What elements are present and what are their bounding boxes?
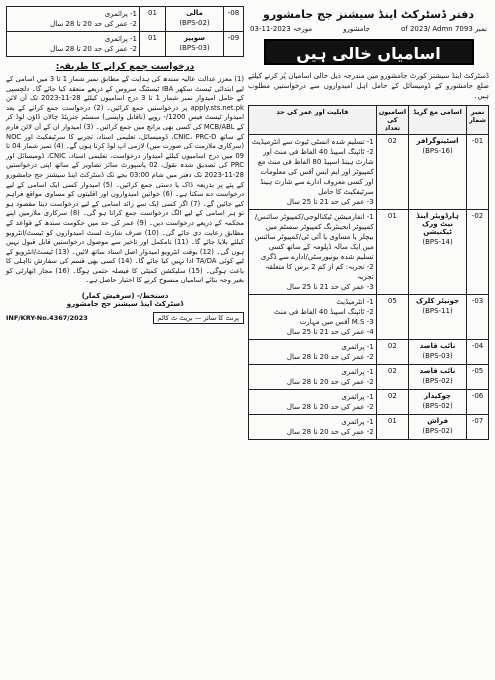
post-qualification: [249, 135, 377, 210]
post-name: فراش: [427, 417, 449, 425]
signature-block: [6, 292, 244, 308]
post-name: سویپر: [183, 34, 206, 42]
posts-table-header-row: [249, 106, 489, 135]
qualification-line: 1- پرائمری: [341, 343, 374, 351]
instructions-title: درخواست جمع کرانے کا طریقہ:: [55, 62, 195, 72]
post-row: [7, 32, 244, 57]
qualification-line: 1- پرائمری: [341, 418, 374, 426]
post-row: [7, 7, 244, 32]
post-number: 06-: [467, 390, 489, 415]
qualification-line: 1- پرائمری: [341, 393, 374, 401]
qualification-line: 2- عمر کی حد 20 تا 28 سال: [50, 45, 137, 53]
post-scale: (BPS-02): [422, 377, 453, 385]
post-qualification: [249, 210, 377, 295]
post-qualification: [249, 390, 377, 415]
post-qualification: [7, 7, 140, 32]
date-value: 03-11-2023: [250, 25, 291, 33]
post-name-cell: [409, 340, 467, 365]
post-name: ہارڈویئر اینڈ نیٹ ورک ٹیکنیشن: [416, 212, 459, 236]
post-number: 05-: [467, 365, 489, 390]
post-name: اسٹینوگرافر: [416, 137, 459, 145]
post-number: 04-: [467, 340, 489, 365]
reference-number: نمبر 7093 of 2023/ Admn: [401, 25, 487, 33]
post-name: مالی: [186, 9, 203, 17]
post-count: 02: [376, 390, 408, 415]
right-column: [248, 6, 489, 674]
post-number: 02-: [467, 210, 489, 295]
reference-line: [250, 25, 487, 33]
reference-place: جامشورو: [343, 25, 370, 33]
office-title: دفتر ڈسٹرکٹ اینڈ سیشنز جج جامشورو: [263, 8, 474, 21]
post-row: [249, 210, 489, 295]
post-count: 05: [376, 295, 408, 340]
qualification-line: 2- عمر کی حد 20 تا 28 سال: [286, 378, 374, 386]
post-count: 01: [140, 32, 166, 57]
post-count: 02: [376, 365, 408, 390]
post-row: [249, 340, 489, 365]
signature-line-2: ڈسٹرکٹ اینڈ سیشنز جج جامشورو: [66, 300, 184, 309]
post-number: 07-: [467, 415, 489, 440]
post-count: 01: [140, 7, 166, 32]
qualification-line: 3- عمر کی حد 21 تا 25 سال: [286, 198, 374, 206]
post-row: [249, 135, 489, 210]
qualification-line: 2- ٹائپنگ اسپیڈ 40 الفاظ فی منٹ اور شارٹ ہینڈ اسپیڈ 80 الفاظ فی منٹ مع کمپیوٹر اور ایم ایس آفس کی معلومات اور کسی معروف ادارے سے شارٹ ہینڈ سرٹیفکیٹ کا حامل: [257, 148, 374, 196]
post-row: [249, 295, 489, 340]
qualification-line: 1- تسلیم شدہ انسٹی ٹیوٹ سے انٹرمیڈیٹ: [251, 138, 374, 146]
post-scale: (BPS-02): [422, 427, 453, 435]
header-count: اسامیوں کی تعداد: [376, 106, 408, 135]
qualification-line: 2- ٹائپنگ اسپیڈ 40 الفاظ فی منٹ: [274, 308, 374, 316]
left-column: [6, 6, 244, 674]
post-name-cell: [409, 295, 467, 340]
vacancies-banner: اسامیاں خالی ہیں: [264, 39, 474, 65]
qualification-line: 2- عمر کی حد 20 تا 28 سال: [286, 403, 374, 411]
post-name-cell: [409, 135, 467, 210]
qualification-line: 2- عمر کی حد 20 تا 28 سال: [286, 428, 374, 436]
post-scale: (BPS-03): [422, 352, 453, 360]
post-name: جونیئر کلرک: [416, 297, 460, 305]
post-scale: (BPS-02): [179, 19, 210, 27]
inf-number: INF/KRY-No.4367/2023: [6, 314, 88, 323]
instructions-text: (1) معزز عدالت عالیہ سندھ کی ہدایت کے مطابق نمبر شمار 1 تا 3 میں اسامی کے لیے ابتدائی ٹیسٹ سکھر IBA ٹیسٹنگ سروس کے ذریعے منعقد کیا جائے گا۔ دلچسپی کے حامل امیدوار نمبر شمار 1 تا 3 درج اسامیوں کیلئے 28-11-2023 تک آن لائن apply.sts.net.pk پر درخواستیں جمع کرائیں۔ (2) درخواست جمع کرانے کے بعد امیدوار ٹیسٹ فیس 1200/- روپے (ناقابل واپسی) سسٹم جنریٹڈ چالان ڈاؤن لوڈ کر کے MCB/ABL کی کسی بھی برانچ میں جمع کرائیں۔ (3) امیدوار ان کے آن لائن فارم کے ساتھ CNIC، PRC-D، ڈومیسائل، تعلیمی اسناد، تجربے کا سرٹیفکیٹ اور NOC (سرکاری ملازمت کی صورت میں) لازمی اپ لوڈ کرنا ہوں گے۔ (4) نمبر شمار 04 تا 09 میں درج اسامیوں کیلئے امیدوار درخواست، تعلیمی اسناد، CNIC، ڈومیسائل اور PRC کی تصدیق شدہ نقول، 02 پاسپورٹ سائز تصاویر کے ساتھ اپنی درخواستیں 28-11-2023 تک دفتر میں شام 03:00 بجے تک ڈسٹرکٹ اینڈ سیشنز جج جامشورو کے پتے پر بذریعہ ڈاک یا دستی جمع کرائیں۔ (5) امیدوار کسی ایک اسامی کے لیے درخواست دے سکتا ہے۔ (6) خواتین امیدواروں اور اقلیتوں کو مساوی مواقع فراہم کیے جائیں گے۔ (7) اگر کسی ایک سے زائد اسامی کے لیے درخواست دینا مقصود ہو تو ہر اسامی کے لیے الگ درخواست جمع کرانا ہو گی۔ (8) سرکاری ملازمین اپنے محکمہ کے ذریعے درخواست دیں۔ (9) عمر کی حد میں حکومت سندھ کے قواعد کے مطابق رعایت دی جائے گی۔ (10) صرف شارٹ لسٹ امیدواروں کو ٹیسٹ/انٹرویو کیلئے بلایا جائے گا۔ (11) نامکمل اور تاخیر سے موصول درخواستیں قابل قبول نہیں ہوں گی۔ (12) بوقت انٹرویو امیدوار اصل اسناد ساتھ لائیں۔ (13) ٹیسٹ/انٹرویو کے لیے کوئی TA/DA ادا نہیں کیا جائے گا۔ (14) کسی بھی قسم کی سفارش نااہلی کا باعث ہوگی۔ (15) سلیکشن کمیٹی کا فیصلہ حتمی ہوگا۔ (16) مجاز اتھارٹی کو بغیر وجہ بتائے اسامیاں منسوخ کرنے کا اختیار حاصل ہے۔: [6, 75, 245, 285]
post-number: 01-: [467, 135, 489, 210]
qualification-line: 1- انفارمیشن ٹیکنالوجی/کمپیوٹر سائنس/کمپیوٹر انجینئرنگ کمپیوٹر سسٹم میں بیچلر یا مساوی یا آئی ٹی/کمپیوٹر سائنس میں ایک سالہ ڈپلومہ کے ساتھ کسی تسلیم شدہ یونیورسٹی/ادارے سے ڈگری: [254, 213, 374, 261]
post-number: 09-: [224, 32, 244, 57]
qualification-line: 3- M.S آفس میں مہارت: [299, 318, 374, 326]
header-post-name: اسامی مع گریڈ: [409, 106, 467, 135]
posts-table: [248, 105, 489, 440]
post-row: [249, 415, 489, 440]
footer: [6, 312, 244, 324]
post-count: 02: [376, 135, 408, 210]
header-qualification: قابلیت اور عمر کی حد: [249, 106, 377, 135]
left-posts-table: [6, 6, 244, 57]
qualification-line: 1- انٹرمیڈیٹ: [336, 298, 374, 306]
qualification-line: 2- عمر کی حد 20 تا 28 سال: [50, 20, 137, 28]
post-scale: (BPS-02): [422, 402, 453, 410]
qualification-line: 2- تجربہ: کم از کم 2 برس کا متعلقہ تجربہ: [265, 263, 374, 281]
post-qualification: [249, 295, 377, 340]
post-name-cell: [166, 32, 224, 57]
post-name: نائب قاصد: [419, 367, 456, 375]
post-qualification: [249, 365, 377, 390]
qualification-line: 4- عمر کی حد 21 تا 25 سال: [286, 328, 374, 336]
post-count: 01: [376, 210, 408, 295]
qualification-line: 1- پرائمری: [104, 35, 137, 43]
post-scale: (BPS-14): [422, 238, 453, 246]
reference-date: [250, 25, 312, 33]
qualification-line: 1- پرائمری: [104, 10, 137, 18]
post-count: 01: [376, 415, 408, 440]
post-qualification: [249, 415, 377, 440]
post-name-cell: [409, 390, 467, 415]
post-name-cell: [166, 7, 224, 32]
post-scale: (BPS-16): [422, 147, 453, 155]
qualification-line: 1- پرائمری: [341, 368, 374, 376]
post-number: 08-: [224, 7, 244, 32]
print-size-stamp: پرنٹ کا سائز — بریٹ ٹ کالم: [153, 312, 244, 324]
date-label: مورخہ: [292, 25, 313, 33]
post-number: 03-: [467, 295, 489, 340]
post-count: 02: [376, 340, 408, 365]
signature-line-1: دستخط/- (سرفیش کمار): [81, 292, 169, 301]
post-name-cell: [409, 415, 467, 440]
post-row: [249, 365, 489, 390]
post-qualification: [7, 32, 140, 57]
post-scale: (BPS-11): [422, 307, 453, 315]
header-no: نمبر شمار: [467, 106, 489, 135]
qualification-line: 2- عمر کی حد 20 تا 28 سال: [286, 353, 374, 361]
post-name-cell: [409, 365, 467, 390]
post-scale: (BPS-03): [179, 44, 210, 52]
post-name: نائب قاصد: [419, 342, 456, 350]
intro-paragraph: ڈسٹرکٹ اینڈ سیشنز کورٹ جامشورو میں مندرجہ ذیل خالی اسامیاں پُر کرنے کیلئے ضلع جامشورو کے ڈومیسائل کے حامل اہل امیدواروں سے درخواستیں مطلوب ہیں۔: [248, 72, 489, 100]
post-name: چوکیدار: [424, 392, 451, 400]
post-row: [249, 390, 489, 415]
post-qualification: [249, 340, 377, 365]
post-name-cell: [409, 210, 467, 295]
qualification-line: 3- عمر کی حد 21 تا 25 سال: [286, 283, 374, 291]
